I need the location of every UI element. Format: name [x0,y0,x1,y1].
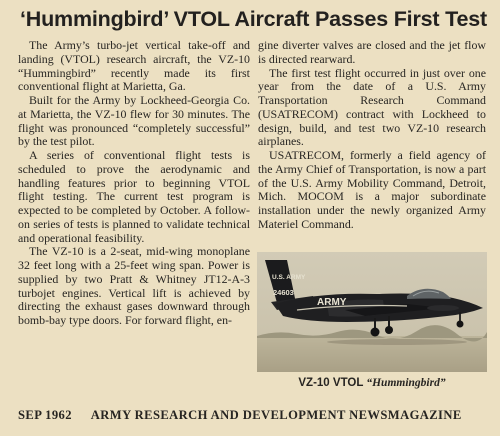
nose-gear-wheel [457,321,464,328]
aircraft-shadow [327,339,467,345]
article-paragraph: The VZ-10 is a 2-seat, mid-wing monoplane 32 feet long with a 25-feet wing span. Power is supplied by two Pratt & Whitney JT12-A-3 turbojet engines. Vertical lift is achieved by directing the exhaust gases downward through bomb-bay type doors. For forward flight, en- [18,244,250,327]
aircraft-wingtip [427,305,459,311]
article-headline: ‘Hummingbird’ VTOL Aircraft Passes First Test [20,7,487,31]
fuselage-army-marking: ARMY [317,297,347,308]
main-gear-right-wheel [385,326,393,334]
main-gear-left-wheel [371,328,380,337]
aircraft-photo [257,252,487,372]
article-paragraph: USATRECOM, formerly a field agency of the Army Chief of Transportation, is now a part of the U.S. Army Mobility Command, Detroit, Mich. MOCOM is a major subordinate installation under the newly organized Army Materiel Command. [258,148,486,231]
issue-date: SEP 1962 [18,408,72,422]
caption-aircraft-name: “Hummingbird” [366,377,446,389]
caption-prefix: VZ-10 VTOL [298,377,364,389]
page-footer [18,408,488,423]
article-column-left [18,39,250,328]
publication-name: ARMY RESEARCH AND DEVELOPMENT NEWSMAGAZINE [90,408,462,422]
tail-marking-text: U.S. ARMY [272,274,306,281]
article-paragraph: The first test flight occurred in just over one year from the date of a U.S. Army Transportation Research Command (USATRECOM) contract with Lockheed to design, build, and test two VZ-10 research airplanes. [258,65,486,149]
tail-number: 24603 [273,288,294,297]
article-column-right [258,39,486,232]
article-paragraph: The Army’s turbo-jet vertical take-off and landing (VTOL) research aircraft, the VZ-10 “Hummingbird” recently made its first conventional flight at Marietta, Ga. [18,38,250,94]
vz10-aircraft-illustration [257,252,487,372]
article-paragraph: Built for the Army by Lockheed-Georgia Co. at Marietta, the VZ-10 flew for 30 minutes. The flight was pronounced “completely successful” by the test pilot. [18,93,250,149]
photo-caption [257,376,487,390]
article-paragraph: A series of conventional flight tests is scheduled to prove the aerodynamic and handling features prior to beginning VTOL flight testing. The current test program is expected to be completed by October. A follow-on series of tests is planned to validate technical and operational feasibility. [18,148,250,245]
article-paragraph-continued: gine diverter valves are closed and the jet flow is directed rearward. [258,38,486,66]
